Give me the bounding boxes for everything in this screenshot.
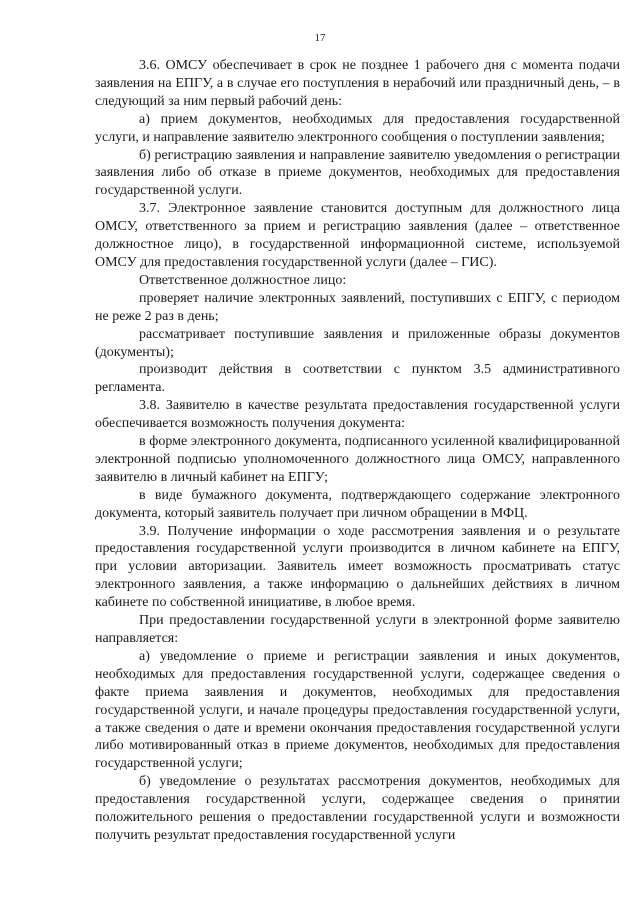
paragraph-electronic-form: При предоставлении государственной услуги в электронной форме заявителю направляется: xyxy=(95,613,620,646)
paragraph-3-6: 3.6. ОМСУ обеспечивает в срок не позднее 1 рабочего дня с момента подачи заявления на ЕПГУ, а в случае его поступления в нерабочий или праздничный день, – в следующий за ним первый рабочий день: xyxy=(95,58,620,109)
paragraph-reviews-applications: рассматривает поступившие заявления и приложенные образы документов (документы); xyxy=(95,326,620,360)
paragraph-3-9: 3.9. Получение информации о ходе рассмотрения заявления и о результате предоставления государственной услуги производится в личном кабинете на ЕПГУ, при условии авторизации. Заявитель имеет возможность просматривать статус электронного заявления, а также информацию о дальнейших действиях в личном кабинете по собственной инициативе, в любое время. xyxy=(95,523,620,611)
page-number: 17 xyxy=(314,32,326,44)
paragraph-3-8: 3.8. Заявителю в качестве результата предоставления государственной услуги обеспечивается возможность получения документа: xyxy=(95,398,620,432)
paragraph-3-6-b: б) регистрацию заявления и направление заявителю уведомления о регистрации заявления либо об отказе в приеме документов, необходимых для предоставления государственной услуги. xyxy=(95,147,620,199)
document-body xyxy=(95,57,620,845)
paragraph-performs-actions: производит действия в соответствии с пунктом 3.5 административного регламента. xyxy=(95,362,620,396)
paragraph-3-7: 3.7. Электронное заявление становится доступным для должностного лица ОМСУ, ответственного за прием и регистрацию заявления (далее – ответственное должностное лицо), в государственной информационной системе, используемой ОМСУ для предоставления государственной услуги (далее – ГИС). xyxy=(95,201,620,270)
paragraph-checks-applications: проверяет наличие электронных заявлений, поступивших с ЕПГУ, с периодом не реже 2 раз в день; xyxy=(95,290,620,324)
paragraph-electronic-document: в форме электронного документа, подписанного усиленной квалифицированной электронной подписью уполномоченного должностного лица ОМСУ, направленного заявителю в личный кабинет на ЕПГУ; xyxy=(95,434,620,485)
paragraph-3-6-a: а) прием документов, необходимых для предоставления государственной услуги, и направление заявителю электронного сообщения о поступлении заявления; xyxy=(95,111,620,145)
paragraph-responsible-official: Ответственное должностное лицо: xyxy=(139,272,347,288)
paragraph-paper-document: в виде бумажного документа, подтверждающего содержание электронного документа, который заявитель получает при личном обращении в МФЦ. xyxy=(95,487,620,521)
paragraph-notification-a: а) уведомление о приеме и регистрации заявления и иных документов, необходимых для предоставления государственной услуги, содержащее сведения о факте приема заявления и документов, необходимых для предоставления государственной услуги, и начале процедуры предоставления государственной услуги, а также сведения о дате и времени окончания предоставления государственной услуги либо мотивированный отказ в приеме документов, необходимых для предоставления государственной услуги; xyxy=(95,648,620,772)
paragraph-notification-b: б) уведомление о результатах рассмотрения документов, необходимых для предоставления государственной услуги, содержащее сведения о принятии положительного решения о предоставлении государственной услуги и возможности получить результат предоставления государственной услуги xyxy=(95,774,620,843)
